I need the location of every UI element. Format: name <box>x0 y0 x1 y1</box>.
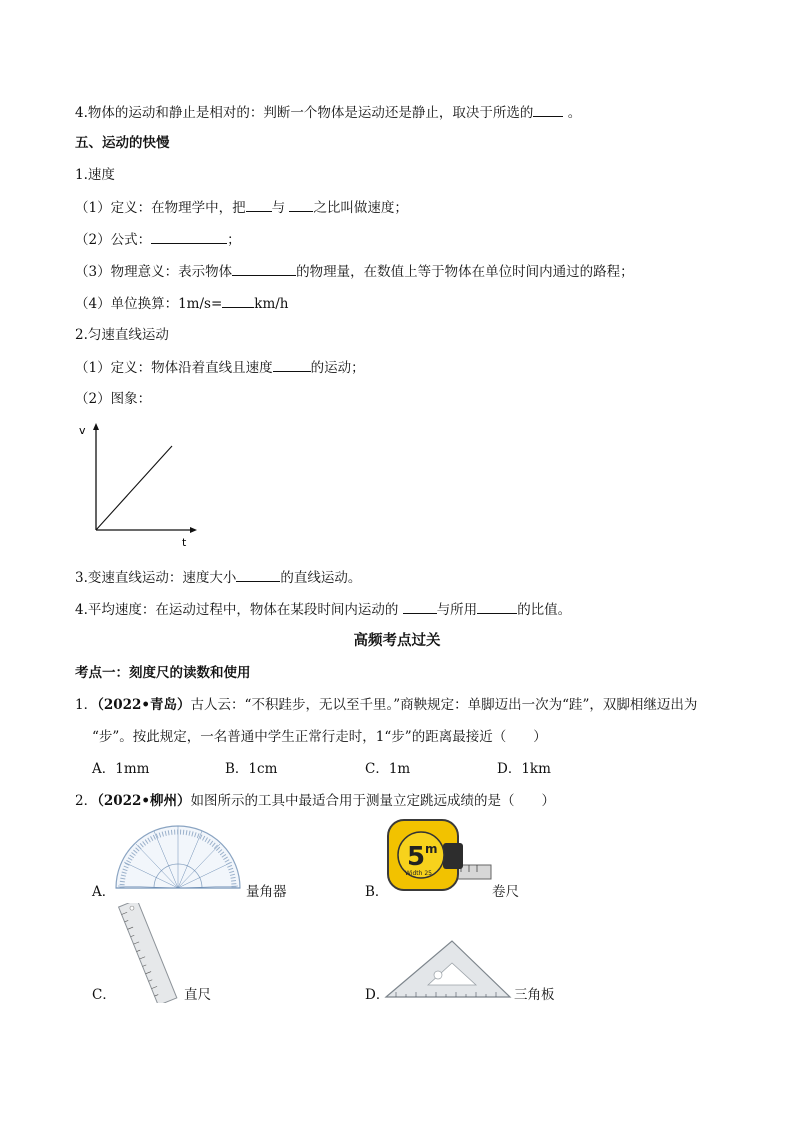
x-axis-arrow <box>190 527 197 533</box>
q2-option-b-letter[interactable]: B． <box>365 884 389 900</box>
q2-option-d-label: 三角板 <box>514 987 555 1003</box>
text: 的直线运动。 <box>280 570 362 586</box>
question-source: （2022•柳州） <box>97 793 191 809</box>
q1-option-d[interactable]: D．1km <box>497 761 551 777</box>
text: （3）物理意义：表示物体 <box>75 264 233 280</box>
blank <box>533 102 563 117</box>
text: 与所用 <box>436 602 478 618</box>
q2-option-a-letter[interactable]: A． <box>92 884 116 900</box>
ruler-icon[interactable] <box>110 903 188 1003</box>
blank <box>403 599 437 614</box>
set-square-icon[interactable] <box>380 937 514 1001</box>
text: 的运动； <box>310 360 365 376</box>
section-heading: 五、运动的快慢 <box>75 135 170 151</box>
question-number: 1． <box>75 697 98 713</box>
kaodian-heading: 考点一：刻度尺的读数和使用 <box>75 665 251 681</box>
text: ； <box>227 232 241 248</box>
question-text: 如图所示的工具中最适合用于测量立定跳远成绩的是（ ） <box>190 793 556 809</box>
text: km/h <box>254 296 289 312</box>
question-1-cont: “步”。按此规定，一名普通中学生正常行走时，1“步”的距离最接近（ ） <box>92 729 547 745</box>
protractor-icon[interactable] <box>114 818 242 892</box>
uniform-definition <box>75 357 365 378</box>
blank <box>246 197 272 212</box>
speed-definition <box>75 197 408 218</box>
blank <box>232 261 296 276</box>
vt-graph <box>72 420 202 552</box>
speed-line <box>96 446 172 530</box>
blank <box>222 293 254 308</box>
q1-option-c[interactable]: C．1m <box>365 761 411 777</box>
speed-formula <box>75 229 241 250</box>
text: 的比值。 <box>517 602 572 618</box>
axis-label-v: v <box>79 424 86 437</box>
text: 之比叫做速度； <box>313 200 408 216</box>
text: （2）公式： <box>75 232 152 248</box>
statement-relative-motion <box>75 102 581 123</box>
subheading-uniform: 2.匀速直线运动 <box>75 327 169 343</box>
text: 。 <box>567 105 582 121</box>
blank <box>151 229 227 244</box>
q1-option-b[interactable]: B．1cm <box>225 761 278 777</box>
q2-option-d-letter[interactable]: D． <box>365 987 390 1003</box>
question-number: 2． <box>75 793 98 809</box>
y-axis-arrow <box>93 423 99 430</box>
graph-label: （2）图象： <box>75 391 152 407</box>
blank <box>477 599 517 614</box>
unit-conversion <box>75 293 289 314</box>
text: 与 <box>271 200 286 216</box>
axis-label-t: t <box>182 536 187 549</box>
tape-unit: m <box>425 842 438 856</box>
tape-measure-icon[interactable] <box>385 817 493 893</box>
text: （1）定义：在物理学中，把 <box>75 200 246 216</box>
text: 4.物体的运动和静止是相对的：判断一个物体是运动还是静止，取决于所选的 <box>75 105 534 121</box>
text: 的物理量，在数值上等于物体在单位时间内通过的路程； <box>296 264 634 280</box>
average-speed <box>75 599 571 620</box>
text: （4）单位换算：1m/s= <box>75 296 223 312</box>
blank <box>236 567 280 582</box>
q2-option-b-label: 卷尺 <box>492 884 519 900</box>
text: 3.变速直线运动：速度大小 <box>75 570 237 586</box>
subheading-speed: 1.速度 <box>75 167 115 183</box>
blank <box>289 197 313 212</box>
speed-meaning <box>75 261 634 282</box>
variable-motion <box>75 567 361 588</box>
q2-option-c-letter[interactable]: C． <box>92 987 116 1003</box>
question-2 <box>75 791 555 811</box>
tape-digit: 5 <box>407 842 426 872</box>
question-1 <box>75 695 697 715</box>
text: （1）定义：物体沿着直线且速度 <box>75 360 273 376</box>
center-title: 高频考点过关 <box>353 632 441 649</box>
q1-option-a[interactable]: A．1mm <box>92 761 150 777</box>
question-source: （2022•青岛） <box>97 697 191 713</box>
q2-option-a-label: 量角器 <box>246 884 287 900</box>
tape-small-text: Width 25 <box>405 870 432 877</box>
text: 4.平均速度：在运动过程中，物体在某段时间内运动的 <box>75 602 399 618</box>
q2-option-c-label: 直尺 <box>184 987 211 1003</box>
blank <box>273 357 311 372</box>
question-text: 古人云：“不积跬步，无以至千里。”商鞅规定：单脚迈出一次为“跬”，双脚相继迈出为 <box>190 697 698 713</box>
